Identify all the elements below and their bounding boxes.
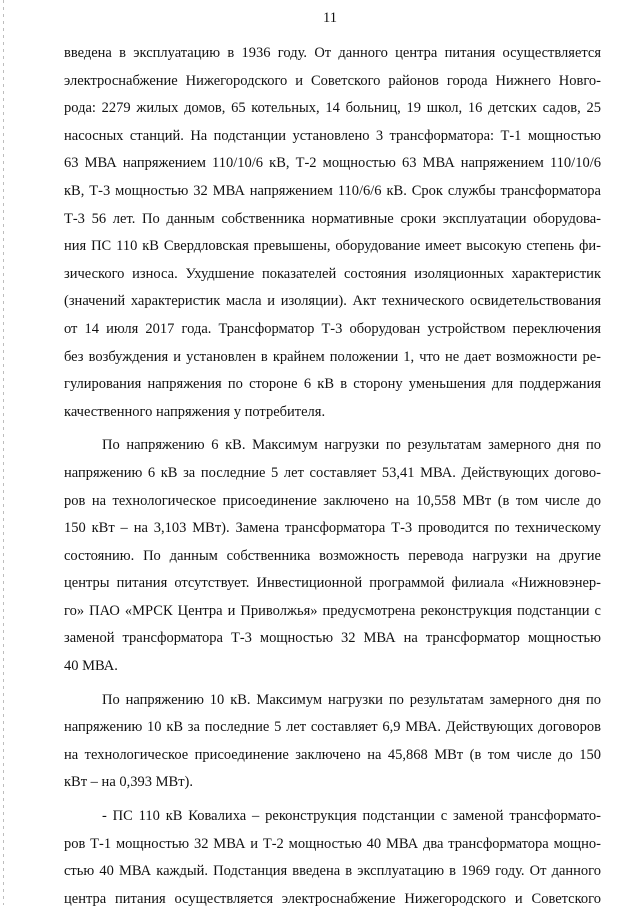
text-line: Т-3 56 лет. По данным собственника нормативные сроки эксплуатации оборудова- — [64, 210, 601, 227]
body-text — [64, 40, 601, 913]
paragraph-2 — [64, 432, 601, 680]
scan-edge-line — [3, 0, 4, 905]
text-line: на технологическое присоединение заключено на 45,868 МВт (в том числе до 150 — [64, 746, 601, 763]
text-line: 63 МВА напряжением 110/10/6 кВ, Т-2 мощностью 63 МВА напряжением 110/10/6 — [64, 155, 601, 172]
text-line: от 14 июля 2017 года. Трансформатор Т-3 оборудован устройством переключения — [64, 320, 601, 337]
paragraph-1 — [64, 40, 601, 426]
text-line: кВ, Т-3 мощностью 32 МВА напряжением 110/6/6 кВ. Срок службы трансформатора — [64, 182, 601, 199]
text-line: кВт – на 0,393 МВт). — [64, 774, 193, 791]
page-number: 11 — [323, 10, 337, 26]
text-line: напряжению 10 кВ за последние 5 лет составляет 6,9 МВА. Действующих договоров — [64, 719, 601, 736]
text-line: стью 40 МВА каждый. Подстанция введена в эксплуатацию в 1969 году. От данного — [64, 863, 601, 880]
text-line: гулирования напряжения по стороне 6 кВ в сторону уменьшения для поддержания — [64, 376, 601, 393]
text-line: го» ПАО «МРСК Центра и Приволжья» предусмотрена реконструкция подстанции с — [64, 602, 601, 619]
paragraph-4 — [64, 803, 601, 913]
text-line: рода: 2279 жилых домов, 65 котельных, 14 больниц, 19 школ, 16 детских садов, 25 — [64, 100, 601, 117]
text-line: - ПС 110 кВ Ковалиха – реконструкция подстанции с заменой трансформато- — [102, 808, 601, 825]
text-line: ров Т-1 мощностью 32 МВА и Т-2 мощностью 40 МВА два трансформатора мощно- — [64, 835, 601, 852]
text-line: 40 МВА. — [64, 658, 118, 675]
text-line: 150 кВт – на 3,103 МВт). Замена трансформатора Т-3 проводится по техническому — [64, 520, 601, 537]
text-line: центры питания отсутствует. Инвестиционной программой филиала «Нижновэнер- — [64, 575, 601, 592]
text-line: напряжению 6 кВ за последние 5 лет составляет 53,41 МВА. Действующих догово- — [64, 464, 601, 481]
text-line: (значений характеристик масла и изоляции). Акт технического освидетельствования — [64, 293, 601, 310]
text-line: введена в эксплуатацию в 1936 году. От данного центра питания осуществляется — [64, 45, 601, 61]
text-line: зического износа. Ухудшение показателей состояния изоляционных характеристик — [64, 265, 601, 282]
text-line: ров на технологическое присоединение заключено на 10,558 МВт (в том числе до — [64, 492, 601, 509]
paragraph-3 — [64, 687, 601, 797]
text-line: По напряжению 6 кВ. Максимум нагрузки по результатам замерного дня по — [102, 437, 601, 454]
text-line: состоянию. По данным собственника возможность перевода нагрузки на другие — [64, 547, 601, 564]
text-line: центра питания осуществляется электроснабжение Нижегородского и Советского — [64, 890, 601, 907]
text-line: насосных станций. На подстанции установлено 3 трансформатора: Т-1 мощностью — [64, 127, 601, 144]
text-line: качественного напряжения у потребителя. — [64, 403, 326, 420]
text-line: электроснабжение Нижегородского и Советского районов города Нижнего Новго- — [64, 72, 601, 89]
text-line: ния ПС 110 кВ Свердловская превышены, оборудование имеет высокую степень фи- — [64, 238, 601, 255]
text-line: без возбуждения и установлен в крайнем положении 1, что не дает возможности ре- — [64, 348, 601, 365]
text-line: По напряжению 10 кВ. Максимум нагрузки по результатам замерного дня по — [102, 691, 601, 708]
text-line: заменой трансформатора Т-3 мощностью 32 МВА на трансформатор мощностью — [64, 630, 601, 647]
